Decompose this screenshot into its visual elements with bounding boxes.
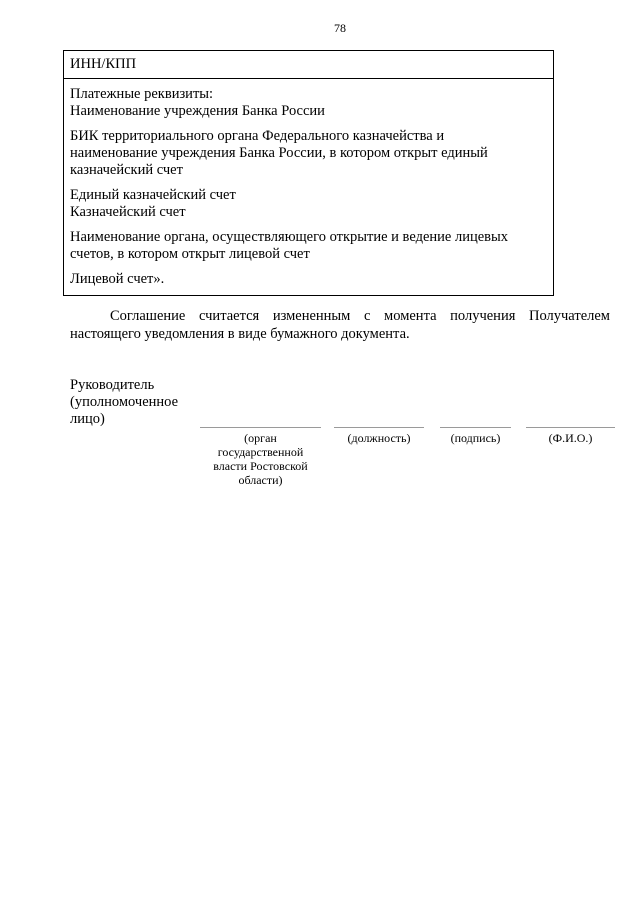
agreement-paragraph: Соглашение считается измененным с момента получения Получателем настоящего уведомления в виде бумажного документа. bbox=[70, 308, 610, 342]
page-number: 78 bbox=[334, 21, 346, 35]
signature-field-position bbox=[334, 427, 424, 445]
treasury-account-label: Казначейский счет bbox=[70, 204, 186, 220]
payment-details-row bbox=[64, 82, 553, 124]
payment-details-heading: Платежные реквизиты: bbox=[70, 86, 214, 102]
account-body-label-line-2: счетов, в котором открыт лицевой счет bbox=[70, 246, 310, 262]
organ-caption-line-4: области) bbox=[238, 473, 283, 487]
position-caption: (должность) bbox=[347, 431, 411, 445]
personal-account-label: Лицевой счет». bbox=[70, 271, 165, 287]
organ-caption-line-2: государственной bbox=[217, 445, 304, 459]
bik-row bbox=[64, 124, 553, 183]
bik-label-line-3: казначейский счет bbox=[70, 162, 183, 178]
signer-label bbox=[70, 377, 200, 428]
organ-caption-line-3: власти Ростовской bbox=[213, 459, 308, 473]
full-name-caption: (Ф.И.О.) bbox=[548, 431, 593, 445]
requisites-table bbox=[63, 50, 554, 296]
inn-kpp-label: ИНН/КПП bbox=[70, 56, 137, 72]
signature-caption: (подпись) bbox=[450, 431, 501, 445]
account-body-row bbox=[64, 225, 553, 267]
signer-line-2: (уполномоченное bbox=[70, 394, 179, 410]
account-body-label-line-1: Наименование органа, осуществляющего открытие и ведение лицевых bbox=[70, 229, 508, 245]
signer-line-3: лицо) bbox=[70, 411, 105, 427]
bank-name-label: Наименование учреждения Банка России bbox=[70, 103, 325, 119]
single-treasury-account-label: Единый казначейский счет bbox=[70, 187, 236, 203]
organ-caption-line-1: (орган bbox=[244, 431, 277, 445]
signature-field-organ bbox=[200, 427, 321, 487]
treasury-account-row bbox=[64, 183, 553, 225]
bik-label-line-2: наименование учреждения Банка России, в котором открыт единый bbox=[70, 145, 488, 161]
bik-label-line-1: БИК территориального органа Федерального казначейства и bbox=[70, 128, 445, 144]
signature-field-signature bbox=[440, 427, 511, 445]
signature-field-full-name bbox=[526, 427, 615, 445]
inn-kpp-row bbox=[64, 51, 553, 79]
personal-account-row bbox=[64, 267, 553, 292]
signer-line-1: Руководитель bbox=[70, 377, 155, 393]
requisites-body bbox=[64, 79, 553, 295]
